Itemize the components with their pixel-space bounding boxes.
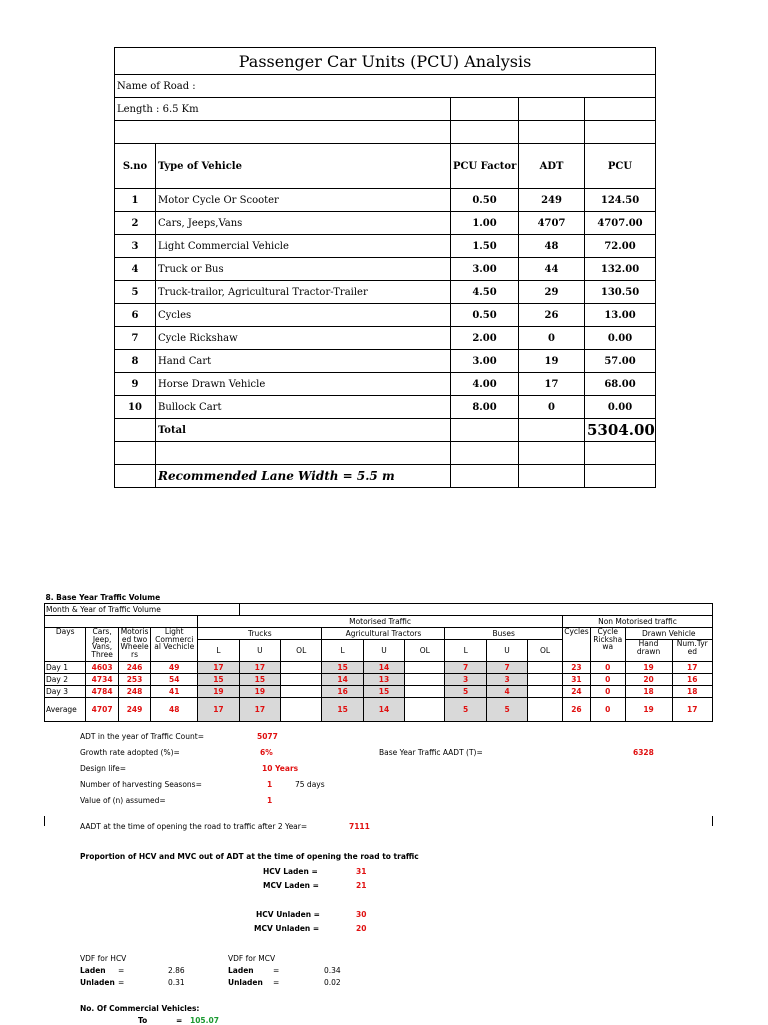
header-sno: S.no: [115, 144, 156, 189]
pcu-cell-pcu: 72.00: [585, 235, 656, 258]
count-cell: [528, 686, 563, 698]
sub-u: U: [486, 640, 527, 662]
vdf-hcv-unladen-label: Unladen: [80, 978, 115, 987]
pcu-cell-factor: 4.50: [451, 281, 519, 304]
count-cell: 4734: [86, 674, 118, 686]
table-row: [45, 686, 713, 698]
count-cell: 3: [486, 674, 527, 686]
pcu-cell-type: Cycle Rickshaw: [156, 327, 451, 350]
pcu-cell-sno: 3: [115, 235, 156, 258]
base-year-section: [44, 592, 713, 824]
col-agri: Agricultural Tractors: [322, 628, 445, 640]
pcu-cell-pcu: 130.50: [585, 281, 656, 304]
pcu-cell-adt: 0: [519, 327, 585, 350]
col-cycles: Cycles: [562, 628, 590, 662]
road-name-label: Name of Road :: [115, 75, 656, 98]
growth-label: Growth rate adopted (%)=: [80, 748, 180, 757]
hcv-laden-value: 31: [356, 867, 367, 876]
aadt-value: 6328: [633, 748, 654, 757]
eq-sign: =: [176, 1016, 183, 1025]
pcu-cell-sno: 6: [115, 304, 156, 327]
header-adt: ADT: [519, 144, 585, 189]
harvest-label: Number of harvesting Seasons=: [80, 780, 202, 789]
pcu-row: [115, 304, 656, 327]
day-label: Day 2: [45, 674, 86, 686]
vdf-hcv-laden-value: 2.86: [168, 966, 185, 975]
table-row: [45, 698, 713, 722]
pcu-cell-sno: 10: [115, 396, 156, 419]
count-cell: 54: [151, 674, 198, 686]
count-cell: 15: [198, 674, 239, 686]
count-cell: 18: [625, 686, 672, 698]
count-cell: 17: [198, 698, 239, 722]
pcu-cell-factor: 3.00: [451, 258, 519, 281]
pcu-header-row: [115, 144, 656, 189]
pcu-cell-adt: 26: [519, 304, 585, 327]
pcu-cell-type: Cycles: [156, 304, 451, 327]
pcu-cell-factor: 1.00: [451, 212, 519, 235]
count-cell: 15: [239, 674, 280, 686]
aadt-label: Base Year Traffic AADT (T)=: [379, 748, 483, 757]
count-cell: 23: [562, 662, 590, 674]
sub-l: L: [322, 640, 363, 662]
table-row: [45, 662, 713, 674]
header-factor: PCU Factor: [451, 144, 519, 189]
hcv-laden-label: HCV Laden =: [263, 867, 318, 876]
n-label: Value of (n) assumed=: [80, 796, 166, 805]
pcu-cell-sno: 1: [115, 189, 156, 212]
n-value: 1: [267, 796, 273, 805]
pcu-cell-sno: 4: [115, 258, 156, 281]
pcu-cell-adt: 249: [519, 189, 585, 212]
pcu-cell-pcu: 68.00: [585, 373, 656, 396]
opening-value: 7111: [349, 822, 370, 831]
count-cell: 16: [672, 674, 712, 686]
col-days: Days: [45, 628, 86, 662]
count-cell: 19: [625, 698, 672, 722]
sub-l: L: [198, 640, 239, 662]
count-cell: 17: [672, 662, 712, 674]
count-cell: 20: [625, 674, 672, 686]
pcu-cell-type: Horse Drawn Vehicle: [156, 373, 451, 396]
count-cell: 17: [672, 698, 712, 722]
vdf-hcv-unladen-value: 0.31: [168, 978, 185, 987]
pcu-cell-factor: 8.00: [451, 396, 519, 419]
pcu-cell-pcu: 124.50: [585, 189, 656, 212]
pcu-cell-sno: 5: [115, 281, 156, 304]
count-cell: 15: [322, 698, 363, 722]
count-cell: 5: [445, 698, 486, 722]
pcu-cell-pcu: 13.00: [585, 304, 656, 327]
pcu-cell-pcu: 57.00: [585, 350, 656, 373]
count-cell: [528, 662, 563, 674]
count-cell: [528, 674, 563, 686]
count-cell: 14: [363, 662, 404, 674]
pcu-cell-type: Light Commercial Vehicle: [156, 235, 451, 258]
mcv-unladen-value: 20: [356, 924, 367, 933]
count-cell: 0: [590, 662, 625, 674]
pcu-row: [115, 212, 656, 235]
opening-label: AADT at the time of opening the road to traffic after 2 Year=: [80, 822, 308, 831]
pcu-cell-type: Cars, Jeeps,Vans: [156, 212, 451, 235]
eq-sign: =: [273, 978, 280, 987]
count-cell: 15: [322, 662, 363, 674]
sub-u: U: [363, 640, 404, 662]
pcu-cell-sno: 8: [115, 350, 156, 373]
count-cell: 19: [198, 686, 239, 698]
divider: [712, 816, 713, 826]
sub-l: L: [445, 640, 486, 662]
section-title: 8. Base Year Traffic Volume: [45, 592, 161, 602]
col-hand: Hand drawn: [625, 640, 672, 662]
pcu-cell-sno: 2: [115, 212, 156, 235]
pcu-row: [115, 235, 656, 258]
count-cell: [405, 686, 445, 698]
pcu-cell-factor: 0.50: [451, 189, 519, 212]
recommendation: Recommended Lane Width = 5.5 m: [156, 465, 451, 488]
col-trucks: Trucks: [198, 628, 322, 640]
eq-sign: =: [118, 978, 125, 987]
pcu-row: [115, 258, 656, 281]
count-cell: 246: [118, 662, 150, 674]
count-cell: 31: [562, 674, 590, 686]
count-cell: 19: [625, 662, 672, 674]
col-cars: Cars, Jeep, Vans, Three: [86, 628, 118, 662]
adt-label: ADT in the year of Traffic Count=: [80, 732, 204, 741]
pcu-cell-adt: 4707: [519, 212, 585, 235]
pcu-cell-pcu: 132.00: [585, 258, 656, 281]
pcu-cell-pcu: 0.00: [585, 327, 656, 350]
to-value: 105.07: [190, 1016, 219, 1025]
pcu-cell-type: Bullock Cart: [156, 396, 451, 419]
col-num: Num.Tyr ed: [672, 640, 712, 662]
commercial-label: No. Of Commercial Vehicles:: [80, 1004, 200, 1013]
count-cell: 48: [151, 698, 198, 722]
sub-u: U: [239, 640, 280, 662]
pcu-cell-adt: 44: [519, 258, 585, 281]
day-label: Day 1: [45, 662, 86, 674]
vdf-mcv-label: VDF for MCV: [228, 954, 276, 963]
eq-sign: =: [273, 966, 280, 975]
count-cell: 17: [239, 662, 280, 674]
sub-ol: OL: [528, 640, 563, 662]
pcu-cell-factor: 2.00: [451, 327, 519, 350]
pcu-cell-adt: 17: [519, 373, 585, 396]
count-cell: 19: [239, 686, 280, 698]
vdf-hcv-label: VDF for HCV: [80, 954, 127, 963]
pcu-cell-sno: 7: [115, 327, 156, 350]
count-cell: 7: [445, 662, 486, 674]
vdf-mcv-laden-value: 0.34: [324, 966, 341, 975]
proportion-label: Proportion of HCV and MVC out of ADT at the time of opening the road to traffic: [80, 852, 419, 861]
header-type: Type of Vehicle: [156, 144, 451, 189]
count-cell: 13: [363, 674, 404, 686]
count-cell: 24: [562, 686, 590, 698]
pcu-cell-type: Truck or Bus: [156, 258, 451, 281]
design-value: 10 Years: [262, 764, 299, 773]
pcu-cell-adt: 29: [519, 281, 585, 304]
pcu-cell-pcu: 4707.00: [585, 212, 656, 235]
count-cell: 0: [590, 674, 625, 686]
length-label: Length : 6.5 Km: [115, 98, 451, 121]
header-pcu: PCU: [585, 144, 656, 189]
hcv-unladen-value: 30: [356, 910, 367, 919]
count-cell: 0: [590, 686, 625, 698]
col-lcv: Light Commerci al Vechicle: [151, 628, 198, 662]
pcu-cell-factor: 0.50: [451, 304, 519, 327]
vdf-mcv-unladen-value: 0.02: [324, 978, 341, 987]
design-label: Design life=: [80, 764, 126, 773]
motorised-header: Motorised Traffic: [198, 616, 563, 628]
pcu-row: [115, 373, 656, 396]
count-cell: 26: [562, 698, 590, 722]
non-motorised-header: Non Motorised traffic: [562, 616, 712, 628]
total-row: [115, 419, 656, 442]
count-cell: [281, 686, 322, 698]
mcv-unladen-label: MCV Unladen =: [254, 924, 320, 933]
col-motor: Motoris ed two Wheele rs: [118, 628, 150, 662]
count-cell: 253: [118, 674, 150, 686]
to-label: To: [138, 1016, 148, 1025]
count-cell: 248: [118, 686, 150, 698]
count-cell: 41: [151, 686, 198, 698]
pcu-cell-adt: 0: [519, 396, 585, 419]
pcu-row: [115, 327, 656, 350]
growth-value: 6%: [260, 748, 273, 757]
count-cell: 18: [672, 686, 712, 698]
col-rickshaw: Cycle Ricksha wa: [590, 628, 625, 662]
harvest-days: 75 days: [295, 780, 325, 789]
count-cell: 16: [322, 686, 363, 698]
count-cell: 5: [486, 698, 527, 722]
mcv-laden-value: 21: [356, 881, 367, 890]
base-year-traffic-table: [44, 592, 713, 722]
count-cell: 4784: [86, 686, 118, 698]
count-cell: 14: [322, 674, 363, 686]
month-label: Month & Year of Traffic Volume: [45, 604, 240, 616]
sub-ol: OL: [405, 640, 445, 662]
pcu-row: [115, 281, 656, 304]
pcu-cell-pcu: 0.00: [585, 396, 656, 419]
pcu-cell-factor: 3.00: [451, 350, 519, 373]
day-label: Average: [45, 698, 86, 722]
pcu-row: [115, 350, 656, 373]
pcu-cell-type: Motor Cycle Or Scooter: [156, 189, 451, 212]
hcv-unladen-label: HCV Unladen =: [256, 910, 320, 919]
pcu-cell-type: Truck-trailor, Agricultural Tractor-Trailer: [156, 281, 451, 304]
vdf-hcv-laden-label: Laden: [80, 966, 106, 975]
count-cell: 5: [445, 686, 486, 698]
total-label: Total: [156, 419, 451, 442]
count-cell: [405, 662, 445, 674]
sub-ol: OL: [281, 640, 322, 662]
count-cell: [281, 674, 322, 686]
divider: [44, 816, 45, 826]
harvest-value: 1: [267, 780, 273, 789]
table-row: [45, 674, 713, 686]
pcu-cell-factor: 4.00: [451, 373, 519, 396]
mcv-laden-label: MCV Laden =: [263, 881, 319, 890]
count-cell: 17: [239, 698, 280, 722]
pcu-row: [115, 396, 656, 419]
count-cell: 49: [151, 662, 198, 674]
pcu-row: [115, 189, 656, 212]
count-cell: 3: [445, 674, 486, 686]
pcu-cell-adt: 19: [519, 350, 585, 373]
adt-value: 5077: [257, 732, 278, 741]
count-cell: 4603: [86, 662, 118, 674]
count-cell: 4: [486, 686, 527, 698]
total-value: 5304.00: [585, 419, 656, 442]
count-cell: [405, 674, 445, 686]
pcu-cell-type: Hand Cart: [156, 350, 451, 373]
count-cell: 17: [198, 662, 239, 674]
col-buses: Buses: [445, 628, 562, 640]
count-cell: [281, 662, 322, 674]
count-cell: [281, 698, 322, 722]
count-cell: 0: [590, 698, 625, 722]
pcu-cell-sno: 9: [115, 373, 156, 396]
count-cell: 14: [363, 698, 404, 722]
pcu-cell-factor: 1.50: [451, 235, 519, 258]
count-cell: [528, 698, 563, 722]
vdf-mcv-laden-label: Laden: [228, 966, 254, 975]
count-cell: [405, 698, 445, 722]
day-label: Day 3: [45, 686, 86, 698]
count-cell: 15: [363, 686, 404, 698]
pcu-analysis-table: [114, 47, 656, 488]
col-drawn: Drawn Vehicle: [625, 628, 712, 640]
pcu-title: Passenger Car Units (PCU) Analysis: [115, 48, 656, 75]
count-cell: 249: [118, 698, 150, 722]
pcu-cell-adt: 48: [519, 235, 585, 258]
count-cell: 7: [486, 662, 527, 674]
eq-sign: =: [118, 966, 125, 975]
count-cell: 4707: [86, 698, 118, 722]
vdf-mcv-unladen-label: Unladen: [228, 978, 263, 987]
